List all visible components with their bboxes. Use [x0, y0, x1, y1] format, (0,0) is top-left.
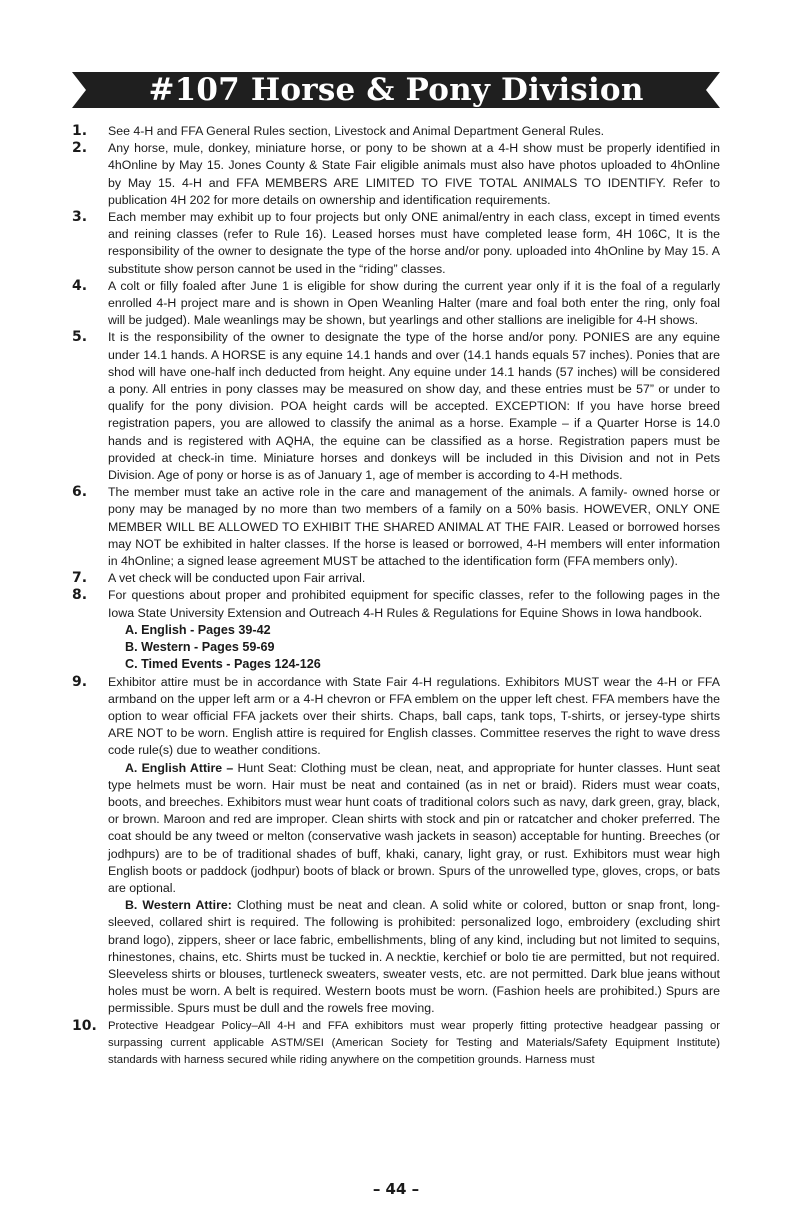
division-banner — [72, 72, 720, 108]
rule-item-9 — [72, 674, 720, 1018]
rule-number: 4. — [72, 277, 88, 294]
rule-text: See 4-H and FFA General Rules section, Livestock and Animal Department General Rules. — [108, 124, 605, 138]
rule-item-5 — [72, 329, 720, 484]
english-attire-label: A. English Attire – — [125, 760, 234, 775]
western-attire-section — [108, 897, 720, 1017]
rule-item-2 — [72, 140, 720, 209]
rule-number: 7. — [72, 570, 88, 587]
english-attire-text: Hunt Seat: Clothing must be clean, neat, and appropriate for hunter classes. Hunt seat type helmets must be worn. Hair must be neat and contained (as in net or braid). Riders must wear coats, boots, and breeches. Exhibitors must wear hunt coats of traditional colors such as navy, dark green, gray, black, or brown. Maroon and red are improper. Clean shirts with stock and pin or ratcatcher and choker preferred. The coat should be any tweed or melton (conservative wash jackets in season) acceptable for hunting. Breeches (or jodhpurs) are to be of traditional shades of buff, khaki, canary, light gray, or rust. Exhibitors must wear high English boots or paddock (jodhpur) boots of black or brown. Spurs of the unrowelled type, gloves, crops, or bats are optional. — [108, 760, 720, 895]
handbook-reference-timed-events: C. Timed Events - Pages 124-126 — [125, 657, 321, 672]
rule-text: Protective Headgear Policy–All 4-H and FFA exhibitors must wear properly fitting protective headgear passing or surpassing current applicable ASTM/SEI (American Society for Testing and Materials/Safety Equipment Institute) standards with harness secured while riding anywhere on the competition grounds. Harness must — [108, 1019, 720, 1066]
page-title: #107 Horse & Pony Division — [148, 72, 644, 108]
page-number: – 44 – — [372, 1180, 420, 1198]
rule-text: For questions about proper and prohibited equipment for specific classes, refer to the following pages in the Iowa State University Extension and Outreach 4-H Rules & Regulations for Equine Shows in Iowa handbook. — [108, 588, 720, 620]
western-attire-label: B. Western Attire: — [125, 898, 232, 913]
western-attire-text: Clothing must be neat and clean. A solid white or colored, button or snap front, long-sleeved, collared shirt is required. The following is prohibited: personalized logo, embroidery (excluding shirt brand logo), zippers, sheer or lace fabric, embellishments, bling of any kind, including but not limited to sequins, rhinestones, chains, etc. Shirts must be tucked in. A necktie, kerchief or bolo tie are permitted, but not required. Sleeveless shirts or blouses, turtleneck sweaters, sweater vests, etc. are not permitted. Dark blue jeans without holes must be worn. A belt is required. Western boots must be worn. (Fashion heels are prohibited.) Spurs are permissible. Spurs must be dull and the rowels free moving. — [108, 898, 720, 1016]
rule-text: It is the responsibility of the owner to designate the type of the horse and/or pony. PONIES are any equine under 14.1 hands. A HORSE is any equine 14.1 hands and over (14.1 hands equals 57 inches). Ponies that are shod will have one-half inch deducted from height. Any equine under 14.1 hands (57 inches) will be considered a pony. All entries in pony classes may be measured on show day, and these entries must be 57” or under to qualify for the pony division. POA height cards will be accepted. EXCEPTION: If you have horse breed registration papers, you are allowed to classify the animal as a horse. Example – if a Quarter Horse is 14.0 hands and is registered with AQHA, the equine can be classified as a horse. Registration papers must be provided at check-in time. Miniature horses and donkeys will be included in this Division and not in Pets Division. Age of pony or horse is as of January 1, age of member is according to 4-H methods. — [108, 330, 720, 483]
rule-item-1 — [72, 123, 720, 140]
english-attire-section — [108, 760, 720, 898]
rule-item-4 — [72, 278, 720, 330]
rule-text: The member must take an active role in the care and management of the animals. A family- owned horse or pony may be managed by no more than two members of a family on a 50% basis. HOWEVER, ONLY ONE MEMBER WILL BE ALLOWED TO EXHIBIT THE SHARED ANIMAL AT THE FAIR. Leased or borrowed horses may NOT be exhibited in halter classes. If the horse is leased or borrowed, 4-H members will enter information in 4hOnline; a signed lease agreement MUST be attached to the identification form (FFA members only). — [108, 485, 720, 569]
rule-number: 5. — [72, 329, 88, 346]
handbook-reference-western: B. Western - Pages 59-69 — [125, 640, 275, 655]
rule-number: 9. — [72, 673, 88, 690]
rule-text: Each member may exhibit up to four projects but only ONE animal/entry in each class, except in timed events and reining classes (refer to Rule 16). Leased horses must have completed lease form, 4H 106C, It is the responsibility of the owner to designate the type of the horse and/or pony. uploaded into 4hOnline by May 15. A substitute show person cannot be used in the “riding” classes. — [108, 210, 720, 276]
rule-number: 3. — [72, 209, 88, 226]
handbook-reference-english: A. English - Pages 39-42 — [125, 622, 271, 637]
rule-text: Any horse, mule, donkey, miniature horse, or pony to be shown at a 4-H show must be properly identified in 4hOnline by May 15. Jones County & State Fair eligible animals must also have photos uploaded to 4hOnline by May 15. 4-H and FFA MEMBERS ARE LIMITED TO FIVE TOTAL ANIMALS TO IDENTIFY. Refer to publication 4H 202 for more details on ownership and identification requirements. — [108, 141, 720, 207]
rule-item-7 — [72, 570, 720, 587]
rule-item-10 — [72, 1018, 720, 1070]
rule-item-3 — [72, 209, 720, 278]
rule-number: 10. — [72, 1017, 97, 1034]
rule-number: 6. — [72, 484, 88, 501]
rule-number: 2. — [72, 140, 88, 157]
rule-number: 8. — [72, 587, 88, 604]
rule-item-6 — [72, 484, 720, 570]
rule-text: A vet check will be conducted upon Fair arrival. — [108, 571, 366, 586]
rule-text: A colt or filly foaled after June 1 is eligible for show during the current year only if it is the foal of a regularly enrolled 4-H project mare and is shown in Open Weanling Halter (mare and foal both enter the ring, only foal will be judged). Male weanlings may be shown, but yearlings and other stallions are ineligible for 4-H shows. — [108, 278, 720, 328]
rule-number: 1. — [72, 123, 88, 139]
rule-text: Exhibitor attire must be in accordance with State Fair 4-H regulations. Exhibitors MUST wear the 4-H or FFA armband on the upper left arm or a 4-H chevron or FFA emblem on the upper left chest. FFA members have the option to wear official FFA jackets over their shirts. Chaps, ball caps, tank tops, T-shirts, or jersey-type shirts ARE NOT to be worn. English attire is required for English classes. Committee reserves the right to wave dress code rule(s) due to weather conditions. — [108, 674, 720, 758]
rule-item-8 — [72, 587, 720, 673]
rules-list — [72, 123, 720, 1069]
